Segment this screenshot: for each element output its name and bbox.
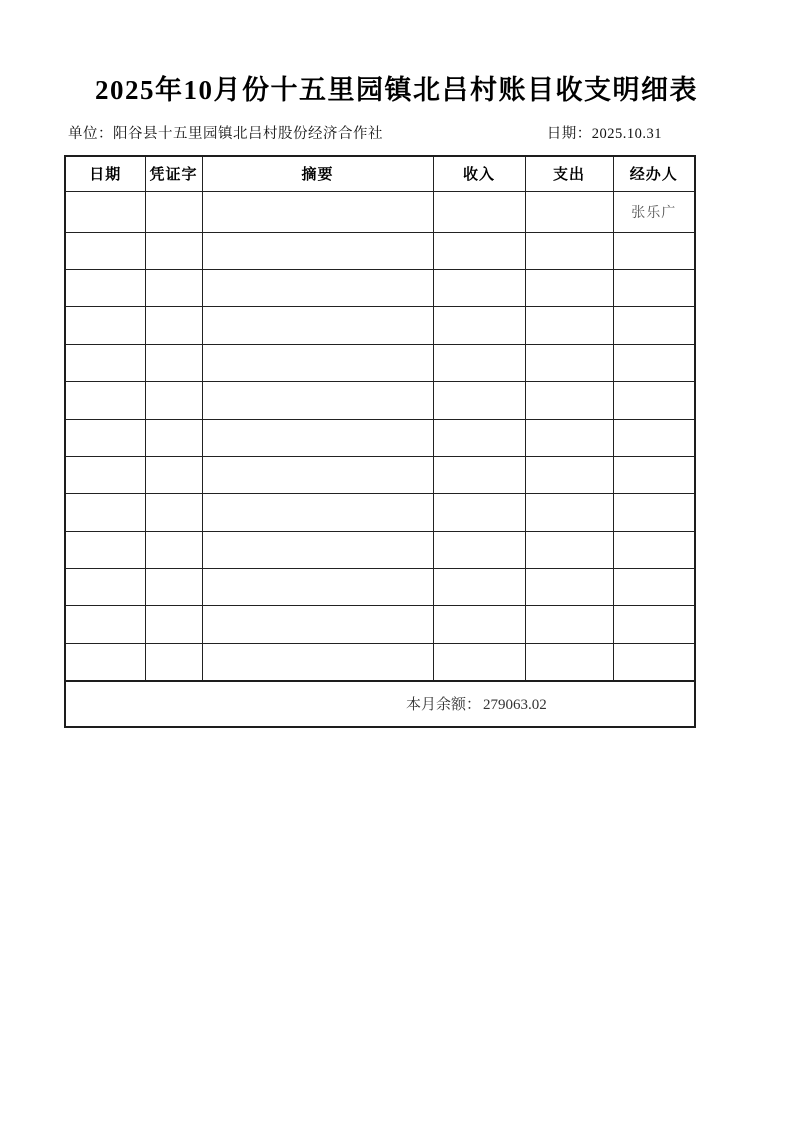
- table-cell: [525, 269, 613, 306]
- table-cell: [65, 419, 145, 456]
- meta-row: [64, 122, 694, 143]
- table-cell: [525, 232, 613, 269]
- table-cell: [613, 344, 695, 381]
- table-cell: [202, 606, 433, 643]
- table-cell: [65, 344, 145, 381]
- table-cell: [613, 419, 695, 456]
- table-cell: [145, 531, 202, 568]
- table-row: [65, 382, 695, 419]
- table-cell: [65, 531, 145, 568]
- table-cell: [65, 494, 145, 531]
- table-cell: [433, 456, 525, 493]
- table-cell: [202, 232, 433, 269]
- table-cell: [145, 344, 202, 381]
- table-row: [65, 419, 695, 456]
- table-cell: [65, 232, 145, 269]
- table-cell: [433, 494, 525, 531]
- table-cell: [525, 643, 613, 680]
- table-cell: [145, 191, 202, 232]
- unit-value: 阳谷县十五里园镇北吕村股份经济合作社: [113, 126, 383, 143]
- unit-line: [64, 122, 383, 143]
- table-cell: [525, 382, 613, 419]
- table-row: [65, 531, 695, 568]
- table-cell: [145, 456, 202, 493]
- table-cell: [202, 456, 433, 493]
- table-row: [65, 344, 695, 381]
- balance-label: 本月余额：: [406, 697, 482, 714]
- table-cell: [613, 307, 695, 344]
- unit-label: 单位：: [68, 126, 113, 143]
- table-cell: [202, 382, 433, 419]
- table-cell: [433, 643, 525, 680]
- table-cell: [202, 494, 433, 531]
- balance-value: 279063.02: [483, 697, 547, 714]
- column-header-income: 收入: [433, 156, 525, 191]
- table-cell: [433, 232, 525, 269]
- column-header-handler: 经办人: [613, 156, 695, 191]
- table-cell: [613, 269, 695, 306]
- table-cell: [613, 643, 695, 680]
- footer-row: [65, 681, 695, 727]
- table-cell: [613, 456, 695, 493]
- column-header-date: 日期: [65, 156, 145, 191]
- column-header-voucher: 凭证字: [145, 156, 202, 191]
- table-cell: [145, 643, 202, 680]
- table-cell: [65, 382, 145, 419]
- table-cell: [145, 606, 202, 643]
- table-cell: [202, 307, 433, 344]
- balance-cell: [65, 681, 695, 727]
- table-cell: [525, 494, 613, 531]
- table-cell: [433, 569, 525, 606]
- table-cell: [65, 269, 145, 306]
- table-cell: [202, 569, 433, 606]
- table-cell: [613, 606, 695, 643]
- table-cell: [145, 269, 202, 306]
- table-row: [65, 307, 695, 344]
- table-row: [65, 269, 695, 306]
- table-cell: [202, 269, 433, 306]
- table-cell: [433, 419, 525, 456]
- table-cell: [525, 606, 613, 643]
- table-row: [65, 494, 695, 531]
- table-cell: [433, 307, 525, 344]
- table-cell: [202, 344, 433, 381]
- table-cell: [433, 344, 525, 381]
- table-cell: [433, 606, 525, 643]
- page-title: 2025年10月份十五里园镇北吕村账目收支明细表: [95, 75, 698, 105]
- table-cell: 张乐广: [613, 191, 695, 232]
- table-row: [65, 569, 695, 606]
- table-cell: [202, 191, 433, 232]
- table-cell: [433, 269, 525, 306]
- table-row: [65, 606, 695, 643]
- table-row: [65, 456, 695, 493]
- table-cell: [525, 419, 613, 456]
- table-cell: [145, 494, 202, 531]
- table-cell: [145, 569, 202, 606]
- table-cell: [65, 643, 145, 680]
- ledger-table: [64, 155, 696, 728]
- table-cell: [202, 531, 433, 568]
- date-value: 2025.10.31: [591, 126, 662, 143]
- header-row: [65, 156, 695, 191]
- column-header-summary: 摘要: [202, 156, 433, 191]
- table-cell: [433, 191, 525, 232]
- table-cell: [525, 307, 613, 344]
- table-cell: [65, 191, 145, 232]
- date-label: 日期：: [546, 126, 592, 143]
- table-cell: [145, 382, 202, 419]
- table-cell: [145, 232, 202, 269]
- table-cell: [613, 531, 695, 568]
- table-cell: [145, 419, 202, 456]
- table-cell: [613, 232, 695, 269]
- table-cell: [145, 307, 202, 344]
- table-cell: [65, 307, 145, 344]
- table-cell: [525, 191, 613, 232]
- table-cell: [65, 569, 145, 606]
- table-row: [65, 232, 695, 269]
- table-cell: [202, 419, 433, 456]
- table-cell: [613, 382, 695, 419]
- table-cell: [65, 606, 145, 643]
- table-cell: [433, 531, 525, 568]
- table-cell: [525, 344, 613, 381]
- table-row: [65, 643, 695, 680]
- table-cell: [525, 456, 613, 493]
- column-header-expense: 支出: [525, 156, 613, 191]
- table-cell: [65, 456, 145, 493]
- table-cell: [433, 382, 525, 419]
- table-cell: [525, 531, 613, 568]
- table-cell: [613, 569, 695, 606]
- table-cell: [613, 494, 695, 531]
- table-cell: [525, 569, 613, 606]
- table-cell: [202, 643, 433, 680]
- date-line: [547, 122, 662, 143]
- table-row: [65, 191, 695, 232]
